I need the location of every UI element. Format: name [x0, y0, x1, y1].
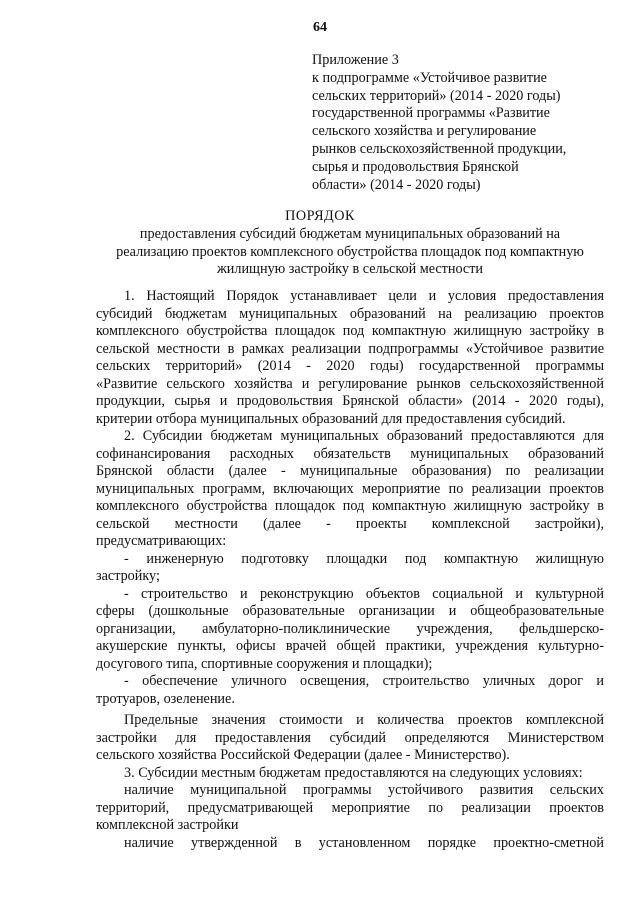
appendix-line: сельского хозяйства и регулирование [312, 123, 537, 140]
subtitle-line: предоставления субсидий бюджетам муниципальных образований на [139, 226, 561, 242]
appendix-line: сырья и продовольствия Брянской [312, 158, 519, 175]
body-line: организации, амбулаторно-поликлинические учреждения, фельдшерско- [96, 620, 604, 637]
body-line: досугового типа, спортивные сооружения и площадки); [96, 655, 433, 672]
body-line: «Развитие сельского хозяйства и регулирование рынков сельскохозяйственной [96, 375, 604, 392]
body-line: комплексного обустройства площадок под компактную жилищную застройку в [96, 323, 604, 339]
appendix-line: сельских территорий» (2014 - 2020 годы) [312, 87, 561, 104]
body-line: 3. Субсидии местным бюджетам предоставляются на следующих условиях: [124, 764, 583, 781]
body-line: наличие утвержденной в установленном порядке проектно-сметной [124, 834, 604, 851]
body-line: сельских территорий» (2014 - 2020 годы) государственной программы [96, 358, 604, 374]
appendix-line: области» (2014 - 2020 годы) [312, 176, 481, 193]
document-title: ПОРЯДОК [285, 208, 355, 224]
body-line: 1. Настоящий Порядок устанавливает цели и условия предоставления [124, 288, 604, 304]
appendix-line: рынков сельскохозяйственной продукции, [312, 140, 567, 157]
body-line: комплексного обустройства площадок под компактную жилищную застройку в [96, 498, 604, 514]
document-body [96, 288, 604, 852]
body-line: сферы (дошкольные образовательные организации и общеобразовательные [96, 603, 604, 619]
body-line: застройку; [96, 568, 160, 584]
body-line: наличие муниципальной программы устойчивого развития сельских [124, 782, 604, 798]
body-line: предусматривающих: [96, 533, 227, 549]
subtitle-line: реализацию проектов комплексного обустройства площадок под компактную [116, 243, 584, 260]
appendix-line: Приложение 3 [312, 52, 399, 68]
body-line: - строительство и реконструкцию объектов социальной и культурной [124, 585, 604, 602]
body-line: сельской местности в рамках реализации подпрограммы «Устойчивое развитие [96, 340, 604, 357]
body-line: комплексной застройки [96, 817, 239, 833]
body-line: тротуаров, озеленение. [96, 690, 235, 707]
body-line: застройки для предоставления субсидий определяются Министерством [96, 729, 604, 746]
body-line: сельского хозяйства Российской Федерации (далее - Министерство). [96, 747, 510, 763]
body-line: софинансирования расходных обязательств муниципальных образований [96, 445, 604, 462]
appendix-line: к подпрограмме «Устойчивое развитие [312, 69, 547, 86]
appendix-line: государственной программы «Развитие [312, 105, 550, 122]
body-line: - инженерную подготовку площадки под компактную жилищную [124, 550, 604, 567]
body-line: сельской местности (далее - проекты комплексной застройки), [96, 515, 604, 532]
page-number: 64 [313, 20, 327, 35]
body-line: Брянской области (далее - муниципальные образования) по реализации [96, 463, 604, 479]
body-line: территорий, предусматривающей мероприятие по реализации проектов [96, 799, 604, 816]
appendix-header [312, 52, 612, 194]
subtitle-line: жилищную застройку в сельской местности [216, 261, 484, 278]
document-subtitle [90, 226, 610, 279]
body-line: акушерские пункты, офисы врачей общей практики, учреждения культурно- [96, 638, 604, 654]
body-line: Предельные значения стоимости и количества проектов комплексной [124, 712, 604, 728]
body-line: муниципальных программ, включающих мероприятие по реализации проектов [96, 480, 604, 497]
body-line: критерии отбора муниципальных образований для предоставления субсидий. [96, 410, 566, 427]
body-line: продукции, сырья и продовольствия Брянской области» (2014 - 2020 годы), [96, 393, 604, 409]
body-line: субсидий бюджетам муниципальных образований на реализацию проектов [96, 305, 604, 322]
body-line: 2. Субсидии бюджетам муниципальных образований предоставляются для [124, 428, 604, 444]
body-line: - обеспечение уличного освещения, строительство уличных дорог и [124, 673, 604, 689]
